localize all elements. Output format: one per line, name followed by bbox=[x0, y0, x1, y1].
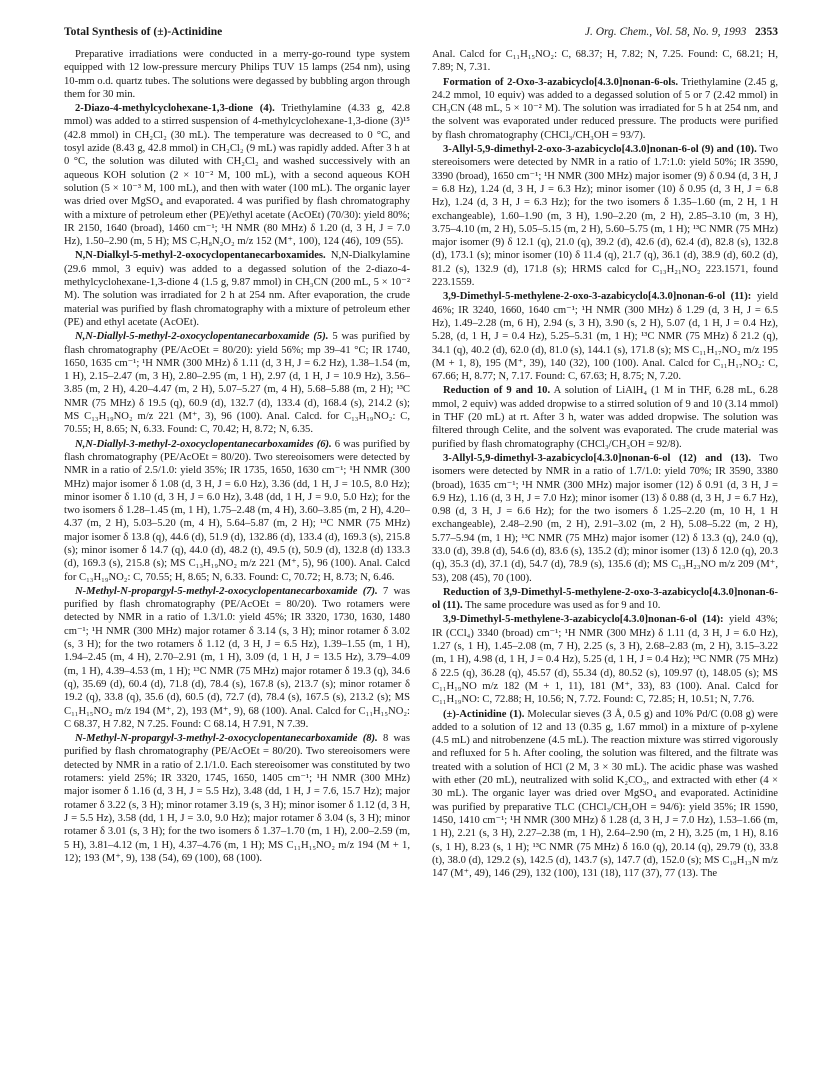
paragraph bbox=[432, 452, 778, 585]
paragraph bbox=[432, 290, 778, 383]
paragraph bbox=[432, 613, 778, 706]
paragraph-text: 7 was purified by flash chromatography (PE/AcOEt = 80/20). Two rotamers were detected by NMR in a ratio of 1.3/1.0: yield 45%; IR 3320, 1730, 1630, 1480 cm⁻¹; ¹H NMR (300 MHz) major rotamer δ 3.14 (s, 3 H); minor rotamer δ 3.02 (s, 3 H); for the two rotamers δ 1.12 (d, 3 H, J = 6.5 Hz), 1.39–1.55 (m, 1 H), 1.94–2.45 (m, 4 H), 2.70–2.91 (m, 1 H), 3.09 (d, 1 H, J = 13.5 Hz), 3.79–4.09 (m, 1 H), 4.39–4.53 (m, 1 H); ¹³C NMR (75 MHz) major rotamer δ 19.3 (q), 34.6 (q), 35.69 (d), 60.4 (d), 71.8 (d), 78.4 (s), 167.8 (s), 213.7 (s); minor rotamer δ 19.2 (q), 33.8 (q), 35.6 (d), 60.5 (d), 72.7 (d), 78.4 (s), 167.5 (s), 213.2 (s); MS C₁₁H₁₅NO₂ m/z 194 (M⁺, 2), 193 (M⁺, 9), 68 (100). Anal. Calcd for C₁₁H₁₅NO₂: C 68.37, H 7.82, N 7.25. Found: C 68.14, H 7.91, N 7.39. bbox=[64, 585, 410, 730]
paragraph-text: Two isomers were detected by NMR in a ratio of 1.7/1.0: yield 70%; IR 3590, 3380 (broad), 1635 cm⁻¹; ¹H NMR (300 MHz) major isomer (12) δ 0.91 (d, 3 H, J = 6.9 Hz), 1.16 (d, 3 H, J = 7.0 Hz); minor isomer (13) δ 0.88 (d, 3 H, J = 6.7 Hz), 0.98 (d, 3 H, J = 6.6 Hz); for the two isomers δ 1.25–2.20 (m, 10 H, 1 H exchangeable), 2.48–2.90 (m, 2 H), 2.91–3.02 (m, 2 H), 5.08–5.22 (m, 2 H), 5.77–5.94 (m, 1 H); ¹³C NMR (75 MHz) major isomer (12) δ 13.3 (q), 24.0 (q), 33.0 (d), 39.8 (d), 54.6 (d), 83.6 (s), 135.2 (d); minor isomer (13) δ 12.0 (q), 20.3 (q), 35.3 (d), 37.1 (d), 54.7 (d), 78.9 (s), 135.6 (d); MS C₁₃H₂₃NO m/z 209 (M⁺, 53), 208 (45), 70 (100). bbox=[432, 452, 778, 584]
journal-citation: J. Org. Chem., Vol. 58, No. 9, 1993 bbox=[584, 26, 747, 38]
paragraph-text: yield 46%; IR 3240, 1660, 1640 cm⁻¹; ¹H NMR (300 MHz) δ 1.29 (d, 3 H, J = 6.5 Hz), 1.49–2.28 (m, 6 H), 2.94 (s, 3 H), 3.90 (s, 2 H), 5.07 (d, 1 H, J = 0.4 Hz), 5.28, (d, 1 H, J = 0.4 Hz), 5.25–5.31 (m, 1 H); ¹³C NMR (75 MHz) δ 21.2 (q), 34.1 (q), 40.2 (d), 62.0 (d), 81.0 (s), 144.1 (s), 171.8 (s); MS C₁₁H₁₇NO₂ m/z 195 (M + 1, 8), 195 (M⁺, 39), 140 (32), 100 (100). Anal. Calcd for C₁₁H₁₇NO₂: C, 67.66; H, 8.77; N, 7.17. Found: C, 67.63; H, 8.75; N, 7.20. bbox=[432, 291, 778, 383]
running-head bbox=[64, 24, 778, 40]
paragraph-text: Molecular sieves (3 Å, 0.5 g) and 10% Pd/C (0.08 g) were added to a solution of 12 and 13 (0.35 g, 1.67 mmol) in a mixture of p-xylene (4.5 mL) and nitrobenzene (4.5 mL). The reaction mixture was stirred vigorously and refluxed for 5 h. After cooling, the solution was filtered, and the filtrate was treated with a solution of HCl (2 M, 3 × 30 mL). The acidic phase was washed with ether (20 mL), neutralized with solid K₂CO₃, and extracted with ether (4 × 30 mL). The organic layer was dried over MgSO₄ and evaporated. Actinidine was purified by preparative TLC (CHCl₃/CH₃OH = 94/6): yield 35%; IR 1590, 1450, 1410 cm⁻¹; ¹H NMR (300 MHz) δ 1.28 (d, 3 H, J = 7.0 Hz), 1.53–1.66 (m, 1 H), 2.21 (s, 3 H), 2.27–2.38 (m, 1 H), 2.64–2.90 (m, 2 H), 3.25 (m, 1 H), 8.16 (s, 1 H), 8.23 (s, 1 H); ¹³C NMR (75 MHz) δ 16.0 (q), 20.14 (q), 29.79 (t), 33.8 (t), 38.0 (d), 129.2 (s), 142.5 (d), 143.7 (s), 147.7 (d), 152.0 (s); MS C₁₀H₁₃N m/z 147 (M⁺, 49), 146 (29), 132 (100), 131 (18), 117 (37), 77 (13). The bbox=[432, 708, 778, 880]
paragraph-text: Anal. Calcd for C₁₁H₁₅NO₂: C, 68.37; H, 7.82; N, 7.25. Found: C, 68.21; H, 7.89; N, 7.31. bbox=[432, 49, 778, 74]
page-number: 2353 bbox=[755, 26, 778, 38]
paragraph-heading: Reduction of 9 and 10. bbox=[443, 385, 551, 397]
paragraph bbox=[64, 330, 410, 436]
paragraph bbox=[432, 586, 778, 613]
paragraph-text: yield 43%; IR (CCl₄) 3340 (broad) cm⁻¹; ¹H NMR (300 MHz) δ 1.11 (d, 3 H, J = 6.0 Hz), 1.27 (s, 1 H), 1.45–2.08 (m, 7 H), 2.25 (s, 3 H), 2.68–2.83 (m, 2 H), 3.15–3.22 (m, 1 H), 4.98 (d, 1 H, J = 0.4 Hz), 5.25 (d, 1 H, J = 0.4 Hz); ¹³C NMR (75 MHz) δ 22.5 (q), 36.28 (q), 45.57 (d), 55.34 (d), 80.52 (s), 109.97 (t), 148.05 (s); MS C₁₁H₁₉NO m/z 182 (M + 1, 11), 181 (M⁺, 33), 83 (100). Anal. Calcd for C₁₁H₁₉NO: C, 72.88; H, 10.56; N, 7.72. Found: C, 72.85; H, 10.51; N, 7.76. bbox=[432, 614, 778, 706]
paragraph bbox=[432, 143, 778, 289]
paragraph-heading: 3-Allyl-5,9-dimethyl-3-azabicyclo[4.3.0]nonan-6-ol (12) and (13). bbox=[443, 452, 751, 464]
paragraph bbox=[432, 76, 778, 142]
left-column bbox=[64, 48, 410, 1058]
paragraph-heading: Formation of 2-Oxo-3-azabicyclo[4.3.0]nonan-6-ols. bbox=[443, 76, 679, 88]
paragraph bbox=[64, 438, 410, 584]
journal-citation-header bbox=[585, 24, 778, 40]
paragraph-heading: Reduction of 3,9-Dimethyl-5-methylene-2-oxo-3-azabicyclo[4.3.0]nonan-6-ol (11). bbox=[432, 586, 778, 612]
paragraph-heading: N,N-Dialkyl-5-methyl-2-oxocyclopentanecarboxamides. bbox=[75, 250, 326, 262]
paragraph-text: Triethylamine (2.45 g, 24.2 mmol, 10 equiv) was added to a degassed solution of 5 or 7 (2.42 mmol) in CH₃CN (48 mL, 5 × 10⁻² M). The solution was irradiated for 5 h at 254 nm, and the solvent was evaporated under reduced pressure. The products were purified by flash chromatography (CHCl₃/CH₃OH = 93/7). bbox=[432, 76, 778, 141]
paragraph-text: 8 was purified by flash chromatography (PE/AcOEt = 80/20). Two stereoisomers were detected by NMR in a ratio of 2.1/1.0. Each stereoisomer was constituted by two rotamers: yield 25%; IR 3320, 1745, 1650, 1405 cm⁻¹; ¹H NMR (300 MHz) major isomer δ 1.16 (d, 3 H, J = 5.5 Hz), 3.48 (dd, 1 H, J = 7.6, 15.7 Hz); major rotamer δ 3.22 (s, 3 H); minor rotamer 3.19 (s, 3 H); minor isomer δ 1.12 (d, 3 H, J = 5.5 Hz), 3.58 (dd, 1 H, J = 3.0, 9.0 Hz); major rotamer δ 3.04 (s, 3 H); minor rotamer δ 3.01 (s, 3 H); for the two isomers δ 1.37–1.70 (m, 1 H), 2.00–2.59 (m, 5 H), 3.81–4.12 (m, 1 H), 4.37–4.76 (m, 1 H); MS C₁₁H₁₅NO₂ m/z 194 (M + 1, 12); 193 (M⁺, 9), 138 (54), 69 (100), 68 (100). bbox=[64, 733, 410, 864]
paragraph-text: Preparative irradiations were conducted in a merry-go-round type system equipped with 12 low-pressure mercury Philips TUV 15 lamps (254 nm), using 10-mm o.d. quartz tubes. The solutions were degassed by bubbling argon through them for 30 min. bbox=[64, 49, 410, 100]
paragraph-heading: N-Methyl-N-propargyl-3-methyl-2-oxocyclopentanecarboxamide (8). bbox=[75, 733, 378, 745]
paragraph bbox=[64, 732, 410, 865]
article-title-header: Total Synthesis of (±)-Actinidine bbox=[64, 26, 223, 38]
paragraph-heading: 2-Diazo-4-methylcyclohexane-1,3-dione (4). bbox=[75, 103, 275, 115]
paragraph-text: The same procedure was used as for 9 and 10. bbox=[465, 600, 661, 612]
paragraph-text: N,N-Dialkylamine (29.6 mmol, 3 equiv) was added to a degassed solution of the 2-diazo-4-methylcyclohexane-1,3-dione 4 (1.5 g, 9.87 mmol) in CH₃CN (200 mL, 5 × 10⁻² M). The solution was irradiated for 2 h at 254 nm. After evaporation, the crude material was purified by flash chromatography with a mixture of petroleum ether (PE) and ethyl acetate (AcOEt). bbox=[64, 250, 410, 328]
paragraph-text: A solution of LiAlH₄ (1 M in THF, 6.28 mL, 6.28 mmol, 2 equiv) was added dropwise to a stirred solution of 9 and 10 (3.14 mmol) in THF (20 mL) at rt. After 3 h, water was added dropwise. The solution was filtered through Celite, and the solvent was evaporated. The crude material was purified by flash chromatography (CHCl₃/CH₃OH = 92/8). bbox=[432, 385, 778, 450]
paragraph bbox=[432, 708, 778, 881]
paragraph-text: 5 was purified by flash chromatography (PE/AcOEt = 80/20): yield 56%; mp 39–41 °C; IR 1740, 1650, 1635 cm⁻¹; ¹H NMR (300 MHz) δ 1.11 (d, 3 H, J = 6.2 Hz), 1.38–1.54 (m, 1 H), 2.15–2.47 (m, 3 H), 2.80–2.95 (m, 1 H), 2.97 (d, 1 H, J = 10.9 Hz), 3.56–3.85 (m, 2 H), 4.20–4.47 (m, 2 H), 5.07–5.27 (m, 4 H), 5.68–5.88 (m, 2 H); ¹³C NMR (75 MHz) δ 19.5 (q), 60.9 (d), 132.7 (d), 133.4 (d), 168.4 (s), 214.2 (s); MS C₁₃H₁₉NO₂ m/z 221 (M⁺, 3), 96 (100). Anal. Calcd. for C₁₃H₁₉NO₂: C, 70.55; H, 8.65; N, 6.33. Found: C, 70.42; H, 8.72; N, 6.35. bbox=[64, 331, 410, 436]
paragraph-heading: (±)-Actinidine (1). bbox=[443, 708, 525, 720]
paragraph-heading: N,N-Diallyl-5-methyl-2-oxocyclopentanecarboxamide (5). bbox=[75, 331, 329, 343]
paragraph-heading: 3,9-Dimethyl-5-methylene-3-azabicyclo[4.3.0]nonan-6-ol (14): bbox=[443, 614, 724, 626]
paragraph-heading: 3,9-Dimethyl-5-methylene-2-oxo-3-azabicyclo[4.3.0]nonan-6-ol (11): bbox=[443, 291, 752, 303]
paragraph-text: Two stereoisomers were detected by NMR in a ratio of 1.7:1.0: yield 50%; IR 3590, 3390 (broad), 1650 cm⁻¹; ¹H NMR (300 MHz) major isomer (9) δ 0.94 (d, 3 H, J = 6.8 Hz), 1.24 (d, 3 H, J = 6.3 Hz); minor isomer (10) δ 0.95 (d, 3 H, J = 6.8 Hz), 1.24 (d, 3 H, J = 6.3 Hz); for the two isomers δ 1.35–1.60 (m, 2 H, 1 H exchangeable), 1.60–1.90 (m, 3 H), 1.90–2.20 (m, 2 H), 2.85–3.10 (m, 3 H), 3.75–4.10 (m, 2 H), 5.05–5.15 (m, 2 H), 5.60–5.75 (m, 1 H); ¹³C NMR (75 MHz) major isomer (9) δ 12.1 (q), 21.0 (q), 39.2 (d), 42.6 (d), 62.4 (d), 82.8 (s), 132.8 (d), 173.1 (s); minor isomer (10) δ 11.4 (q), 21.7 (q), 36.1 (d), 38.9 (d), 60.2 (d), 81.2 (s), 132.9 (d), 171.8 (s); HRMS calcd for C₁₃H₂₁NO₂ 223.1571, found 223.1559. bbox=[432, 144, 778, 289]
journal-page bbox=[64, 24, 778, 1059]
paragraph-text: 6 was purified by flash chromatography (PE/AcOEt = 80/20). Two stereoisomers were detected by NMR in a ratio of 2.5/1.0: yield 35%; IR 1735, 1650, 1630 cm⁻¹; ¹H NMR (300 MHz) major isomer δ 1.08 (d, 3 H, J = 6.0 Hz), 3.36 (dd, 1 H, J = 10.5, 8.0 Hz); minor isomer δ 1.10 (d, 3 H, J = 6.0 Hz), 3.48 (dd, 1 H, J = 9.0, 5.0 Hz); for the two isomers δ 1.28–1.45 (m, 1 H), 1.75–2.48 (m, 4 H), 3.60–3.85 (m, 2 H), 4.20–4.37 (m, 2 H), 5.03–5.20 (m, 4 H), 5.64–5.87 (m, 2 H); ¹³C NMR (75 MHz) major isomer δ 13.8 (q), 44.6 (d), 51.9 (d), 132.86 (d), 133.4 (d), 169.3 (s), 215.8 (s); minor isomer δ 14.7 (q), 44.0 (d), 48.2 (t), 49.5 (t), 50.9 (d), 132.8 (d) 133.3 (d), 169.3 (s), 215.8 (s); MS C₁₃H₁₉NO₂ m/z 221 (M⁺, 5), 96 (100). Anal. Calcd for C₁₃H₁₉NO₂: C, 70.55; H, 8.65; N, 6.33. Found: C, 70.72; H, 8.73; N, 6.46. bbox=[64, 438, 410, 583]
right-column bbox=[432, 48, 778, 1058]
paragraph-text: Triethylamine (4.33 g, 42.8 mmol) was added to a stirred suspension of 4-methylcyclohexane-1,3-dione (3)¹⁵ (42.8 mmol) in CH₂Cl₂ (30 mL). The temperature was decreased to 0 °C, and tosyl azide (8.43 g, 42.8 mmol) in CH₂Cl₂ (9 mL) was rapidly added. After 3 h at 0 °C, the solution was diluted with CH₂Cl₂ and washed successively with an aqueous KOH solution (2 × 10⁻² M, 100 mL), with a second aqueous KOH solution (5 × 10⁻³ M, 100 mL), and then with water (100 mL). The organic layer was dried over MgSO₄ and evaporated. 4 was purified by flash chromatography with a mixture of petroleum ether (PE)/ethyl acetate (AcOEt) (70/30): yield 80%; IR 2150, 1640 (broad), 1460 cm⁻¹; ¹H NMR (80 MHz) δ 1.20 (d, 3 H, J = 7.0 Hz), 1.50–2.90 (m, 5 H); MS C₇H₈N₂O₂ m/z 152 (M⁺, 100), 124 (46), 109 (55). bbox=[64, 103, 410, 248]
paragraph bbox=[64, 48, 410, 101]
paragraph-heading: 3-Allyl-5,9-dimethyl-2-oxo-3-azabicyclo[4.3.0]nonan-6-ol (9) and (10). bbox=[443, 144, 757, 156]
paragraph bbox=[64, 585, 410, 731]
paragraph bbox=[432, 384, 778, 450]
paragraph bbox=[432, 48, 778, 75]
paragraph-heading: N,N-Diallyl-3-methyl-2-oxocyclopentanecarboxamides (6). bbox=[75, 438, 332, 450]
paragraph bbox=[64, 249, 410, 329]
paragraph bbox=[64, 102, 410, 248]
paragraph-heading: N-Methyl-N-propargyl-5-methyl-2-oxocyclopentanecarboxamide (7). bbox=[75, 585, 378, 597]
